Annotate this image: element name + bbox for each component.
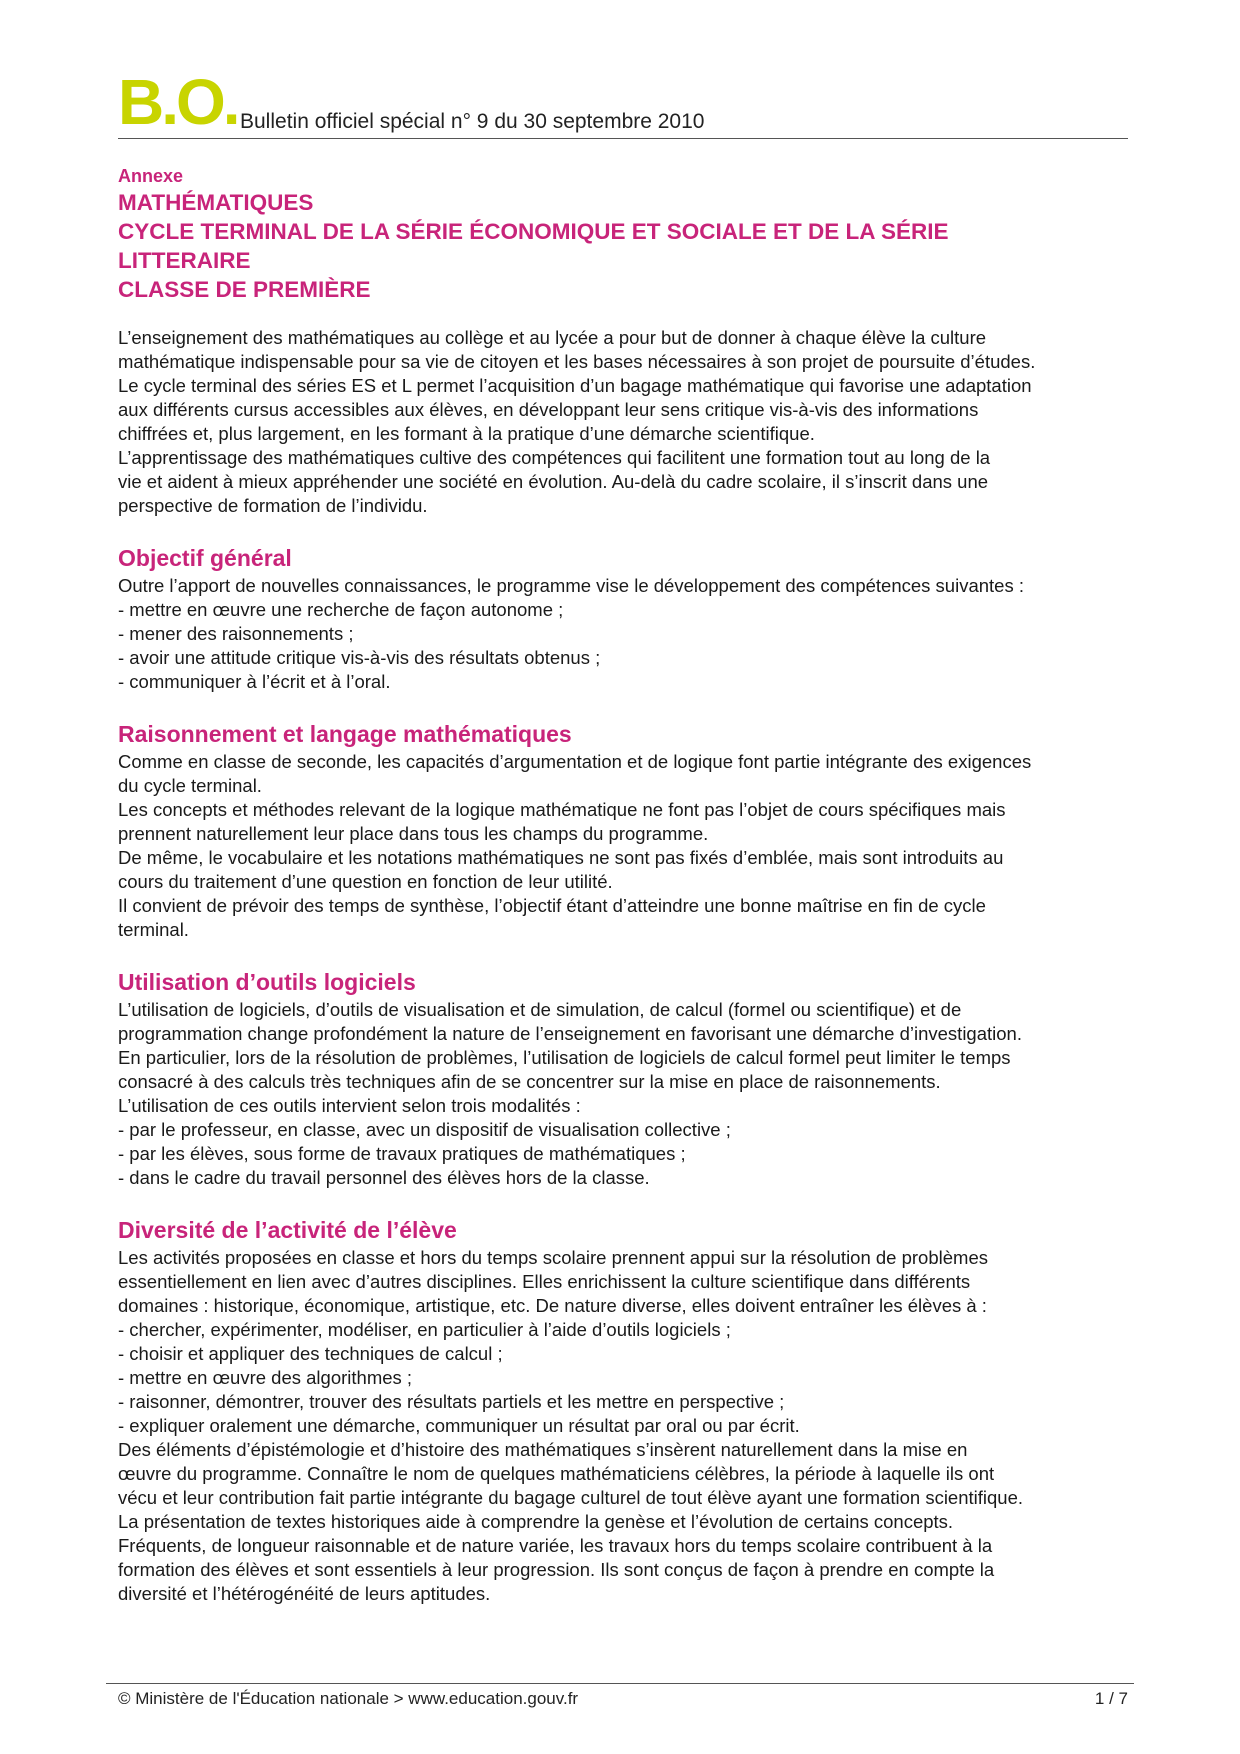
- text-line: perspective de formation de l’individu.: [118, 495, 428, 516]
- text-line: En particulier, lors de la résolution de problèmes, l’utilisation de logiciels de calcul formel peut limiter le temps: [118, 1047, 1011, 1068]
- text-line: L’utilisation de ces outils intervient selon trois modalités :: [118, 1095, 581, 1116]
- intro-paragraph: [118, 326, 1128, 518]
- title-line: CYCLE TERMINAL DE LA SÉRIE ÉCONOMIQUE ET SOCIALE ET DE LA SÉRIE: [118, 219, 949, 244]
- text-line: L’utilisation de logiciels, d’outils de visualisation et de simulation, de calcul (formel ou scientifique) et de: [118, 999, 962, 1020]
- document-body: [118, 164, 1128, 1606]
- text-line: mathématique indispensable pour sa vie de citoyen et les bases nécessaires à son projet de poursuite d’études.: [118, 351, 1036, 372]
- footer-divider: [106, 1683, 1134, 1684]
- section-heading: Raisonnement et langage mathématiques: [118, 721, 572, 747]
- text-line: - dans le cadre du travail personnel des élèves hors de la classe.: [118, 1167, 650, 1188]
- text-line: Le cycle terminal des séries ES et L permet l’acquisition d’un bagage mathématique qui favorise une adaptation: [118, 375, 1032, 396]
- annexe-label: Annexe: [118, 166, 184, 186]
- title-line: MATHÉMATIQUES: [118, 190, 314, 215]
- section-raisonnement: [118, 720, 1128, 942]
- text-line: Des éléments d’épistémologie et d’histoire des mathématiques s’insèrent naturellement dans la mise en: [118, 1439, 968, 1460]
- text-line: diversité et l’hétérogénéité de leurs aptitudes.: [118, 1583, 491, 1604]
- text-line: programmation change profondément la nature de l’enseignement en favorisant une démarche d’investigation.: [118, 1023, 1022, 1044]
- document-title: [118, 188, 1128, 304]
- text-line: formation des élèves et sont essentiels à leur progression. Ils sont conçus de façon à prendre en compte la: [118, 1559, 995, 1580]
- text-line: - par le professeur, en classe, avec un dispositif de visualisation collective ;: [118, 1119, 731, 1140]
- text-line: aux différents cursus accessibles aux élèves, en développant leur sens critique vis-à-vis des informations: [118, 399, 979, 420]
- text-line: L’enseignement des mathématiques au collège et au lycée a pour but de donner à chaque élève la culture: [118, 327, 987, 348]
- text-line: essentiellement en lien avec d’autres disciplines. Elles enrichissent la culture scientifique dans différents: [118, 1271, 971, 1292]
- section-heading: Objectif général: [118, 545, 292, 571]
- header-divider: [118, 138, 1128, 139]
- footer-copyright: © Ministère de l'Éducation nationale > www.education.gouv.fr: [118, 1689, 579, 1708]
- text-line: prennent naturellement leur place dans tous les champs du programme.: [118, 823, 709, 844]
- text-line: - communiquer à l’écrit et à l’oral.: [118, 671, 391, 692]
- text-line: Outre l’apport de nouvelles connaissances, le programme vise le développement des compétences suivantes :: [118, 575, 1024, 596]
- text-line: De même, le vocabulaire et les notations mathématiques ne sont pas fixés d’emblée, mais sont introduits au: [118, 847, 1004, 868]
- text-line: - avoir une attitude critique vis-à-vis des résultats obtenus ;: [118, 647, 601, 668]
- text-line: L’apprentissage des mathématiques cultive des compétences qui facilitent une formation tout au long de la: [118, 447, 991, 468]
- text-line: Il convient de prévoir des temps de synthèse, l’objectif étant d’atteindre une bonne maîtrise en fin de cycle: [118, 895, 986, 916]
- text-line: domaines : historique, économique, artistique, etc. De nature diverse, elles doivent entraîner les élèves à :: [118, 1295, 987, 1316]
- text-line: terminal.: [118, 919, 189, 940]
- section-diversite: [118, 1216, 1128, 1606]
- text-line: - expliquer oralement une démarche, communiquer un résultat par oral ou par écrit.: [118, 1415, 800, 1436]
- bo-logo: B.O.: [118, 66, 238, 138]
- text-line: - par les élèves, sous forme de travaux pratiques de mathématiques ;: [118, 1143, 686, 1164]
- page-number: 1 / 7: [1094, 1689, 1128, 1708]
- text-line: - mettre en œuvre une recherche de façon autonome ;: [118, 599, 564, 620]
- text-line: œuvre du programme. Connaître le nom de quelques mathématiciens célèbres, la période à laquelle ils ont: [118, 1463, 995, 1484]
- text-line: vécu et leur contribution fait partie intégrante du bagage culturel de tout élève ayant une formation scientifique.: [118, 1487, 1024, 1508]
- text-line: Les concepts et méthodes relevant de la logique mathématique ne font pas l’objet de cours spécifiques mais: [118, 799, 1006, 820]
- text-line: Fréquents, de longueur raisonnable et de nature variée, les travaux hors du temps scolaire contribuent à la: [118, 1535, 993, 1556]
- title-line: LITTERAIRE: [118, 248, 251, 273]
- text-line: chiffrées et, plus largement, en les formant à la pratique d’une démarche scientifique.: [118, 423, 815, 444]
- text-line: - choisir et appliquer des techniques de calcul ;: [118, 1343, 503, 1364]
- text-line: Les activités proposées en classe et hors du temps scolaire prennent appui sur la résolution de problèmes: [118, 1247, 988, 1268]
- text-line: consacré à des calculs très techniques afin de se concentrer sur la mise en place de raisonnements.: [118, 1071, 941, 1092]
- text-line: La présentation de textes historiques aide à comprendre la genèse et l’évolution de certains concepts.: [118, 1511, 954, 1532]
- text-line: - raisonner, démontrer, trouver des résultats partiels et les mettre en perspective ;: [118, 1391, 785, 1412]
- page-header: [118, 66, 1128, 140]
- text-line: Comme en classe de seconde, les capacités d’argumentation et de logique font partie intégrante des exigences: [118, 751, 1032, 772]
- title-line: CLASSE DE PREMIÈRE: [118, 277, 371, 302]
- text-line: du cycle terminal.: [118, 775, 262, 796]
- section-outils-logiciels: [118, 968, 1128, 1190]
- section-heading: Utilisation d’outils logiciels: [118, 969, 416, 995]
- text-line: - mettre en œuvre des algorithmes ;: [118, 1367, 413, 1388]
- section-objectif-general: [118, 544, 1128, 694]
- text-line: - mener des raisonnements ;: [118, 623, 354, 644]
- bulletin-title: Bulletin officiel spécial n° 9 du 30 septembre 2010: [240, 110, 705, 133]
- text-line: cours du traitement d’une question en fonction de leur utilité.: [118, 871, 613, 892]
- text-line: - chercher, expérimenter, modéliser, en particulier à l’aide d’outils logiciels ;: [118, 1319, 731, 1340]
- text-line: vie et aident à mieux appréhender une société en évolution. Au-delà du cadre scolaire, il s’inscrit dans une: [118, 471, 989, 492]
- section-heading: Diversité de l’activité de l’élève: [118, 1217, 457, 1243]
